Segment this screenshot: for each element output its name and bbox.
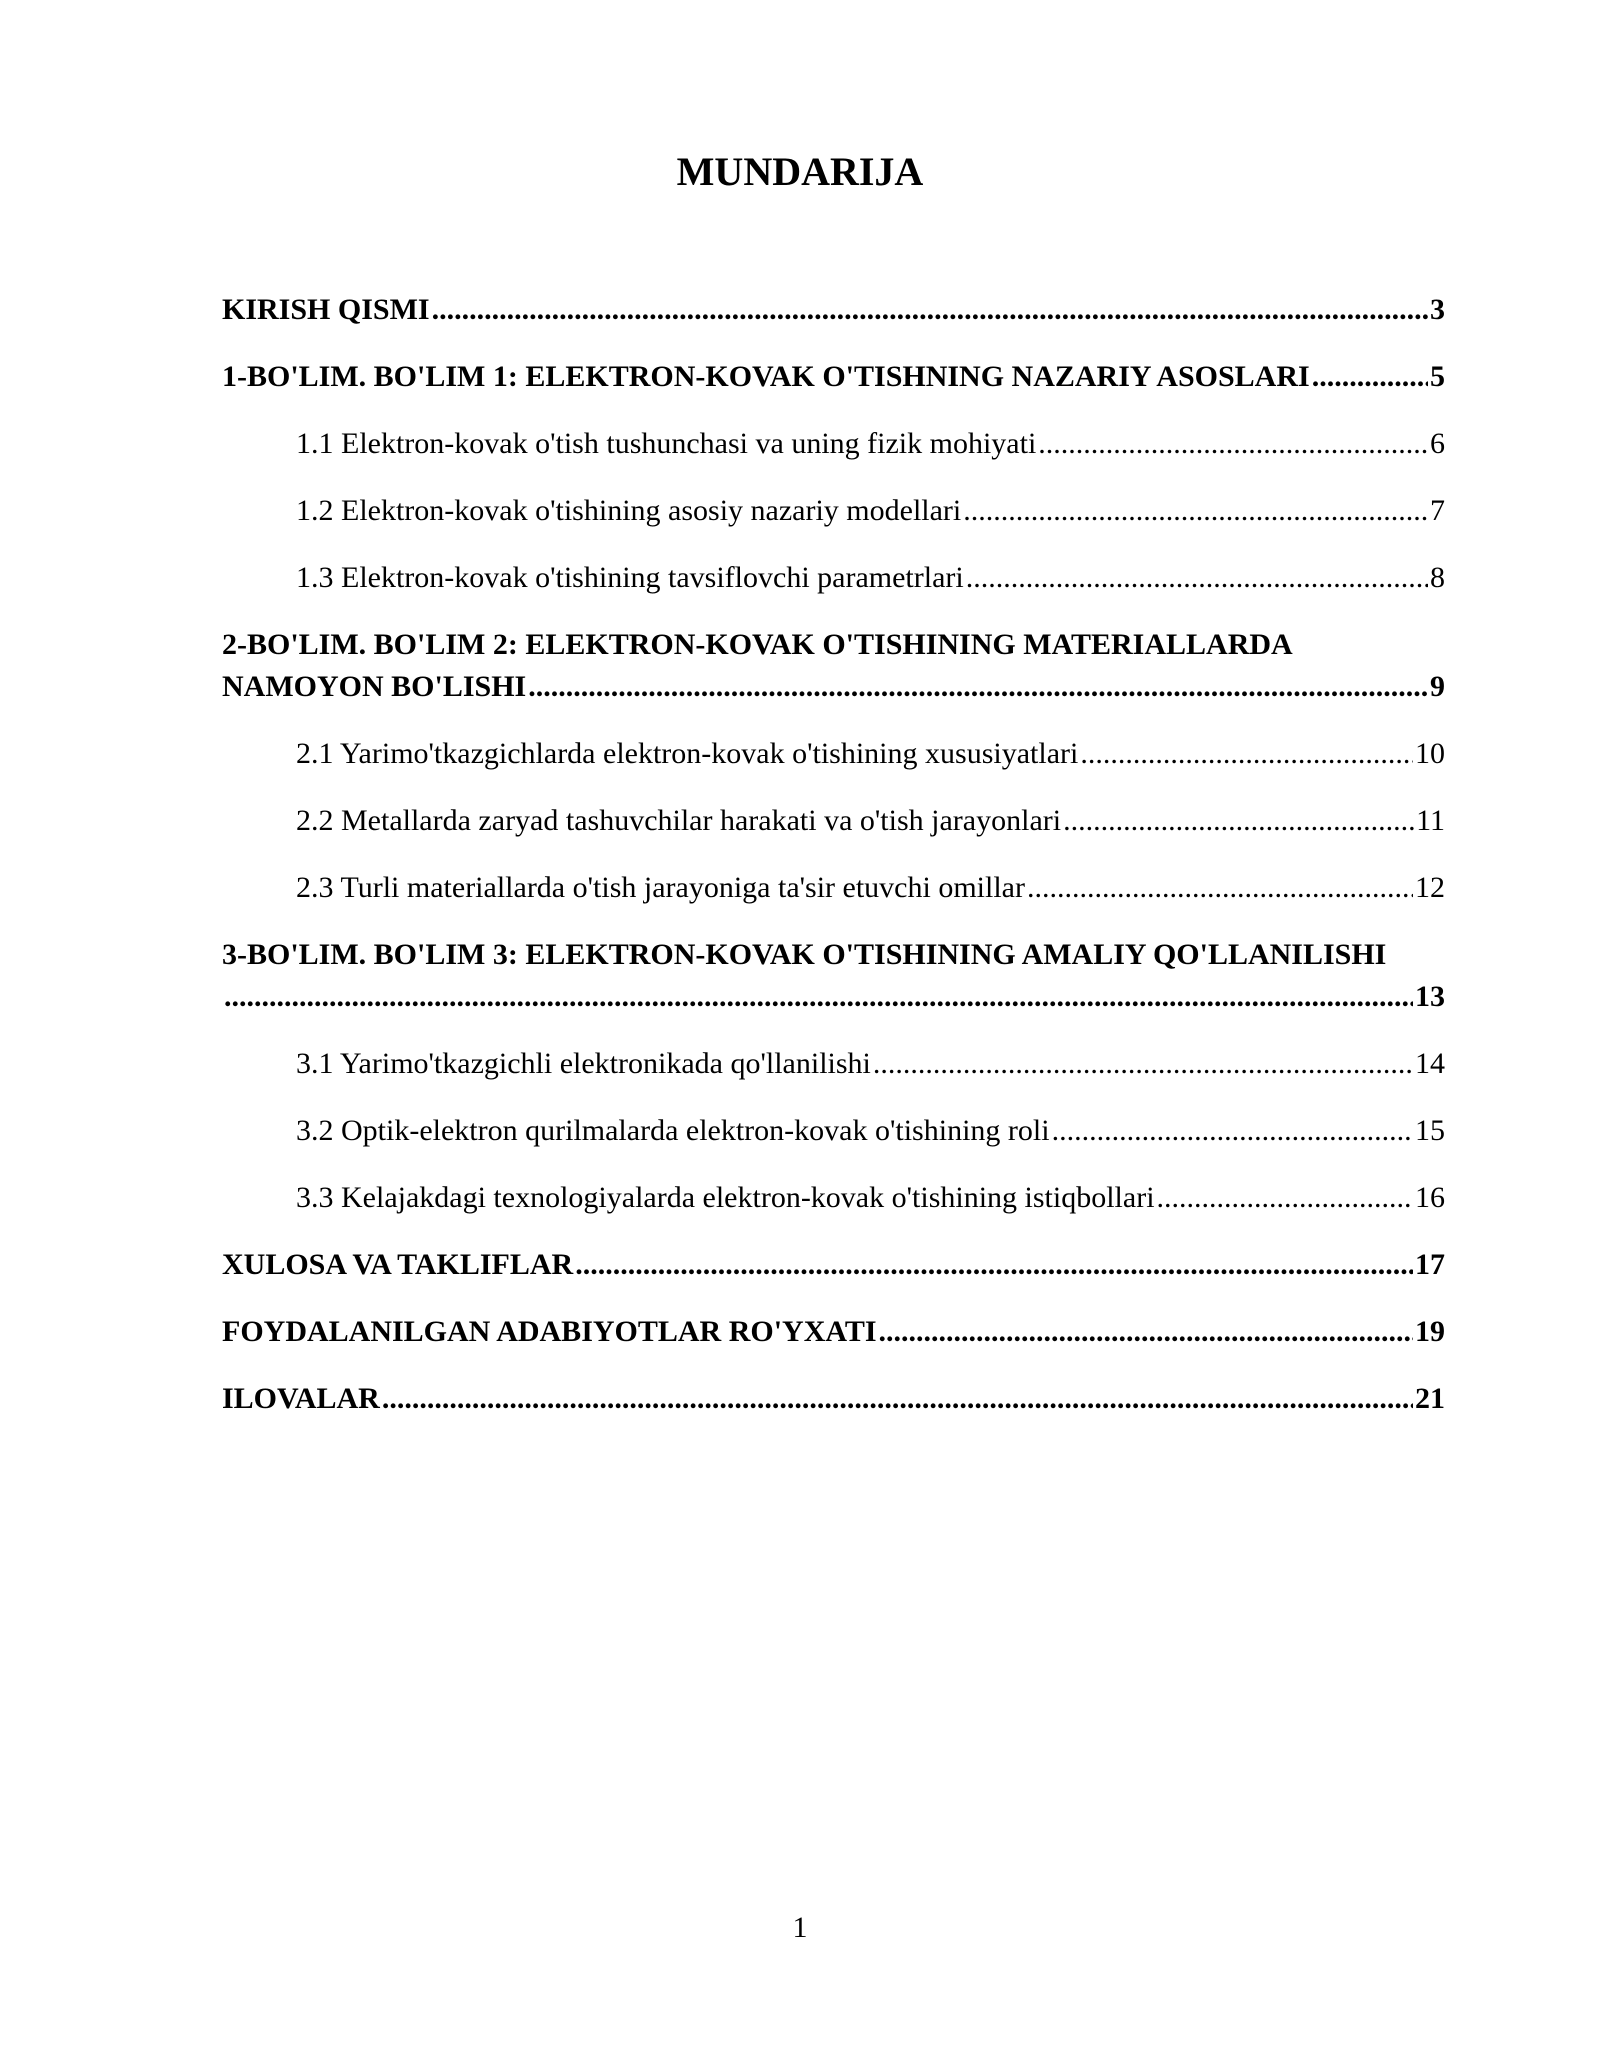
toc-entry-text: FOYDALANILGAN ADABIYOTLAR RO'YXATI xyxy=(222,1315,877,1348)
toc-entry-chapter-2[interactable] xyxy=(222,624,1445,708)
toc-dot-leader xyxy=(224,976,1413,1018)
toc-entry-xulosa[interactable] xyxy=(222,1244,1445,1286)
toc-dot-leader xyxy=(879,1311,1413,1353)
toc-entry-section-3-2[interactable] xyxy=(296,1110,1445,1152)
toc-entry-section-1-3[interactable] xyxy=(296,557,1445,599)
toc-entry-section-3-3[interactable] xyxy=(296,1177,1445,1219)
page-title: MUNDARIJA xyxy=(676,149,924,194)
toc-page-number: 13 xyxy=(1415,980,1445,1013)
toc-entry-text: 1.1 Elektron-kovak o'tish tushunchasi va uning fizik mohiyati xyxy=(296,427,1037,460)
toc-entry-text: 2.2 Metallarda zaryad tashuvchilar harakati va o'tish jarayonlari xyxy=(296,804,1062,837)
toc-entry-section-2-1[interactable] xyxy=(296,733,1445,775)
toc-entry-text: 1.3 Elektron-kovak o'tishining tavsiflovchi parametrlari xyxy=(296,561,964,594)
toc-entry-ilovalar[interactable] xyxy=(222,1378,1445,1420)
toc-entry-text: 2.1 Yarimo'tkazgichlarda elektron-kovak o'tishining xususiyatlari xyxy=(296,737,1079,770)
toc-entry-text-line-1: 2-BO'LIM. BO'LIM 2: ELEKTRON-KOVAK O'TISHINING MATERIALLARDA xyxy=(222,628,1293,661)
toc-entry-text-line-1: 3-BO'LIM. BO'LIM 3: ELEKTRON-KOVAK O'TISHINING AMALIY QO'LLANILISHI xyxy=(222,938,1387,971)
toc-dot-leader xyxy=(873,1043,1413,1085)
toc-page-number: 21 xyxy=(1415,1382,1445,1415)
toc-dot-leader xyxy=(432,289,1428,331)
toc-page-number: 8 xyxy=(1430,561,1445,594)
toc-page-number: 6 xyxy=(1430,427,1445,460)
toc-entry-text: 3.2 Optik-elektron qurilmalarda elektron-kovak o'tishining roli xyxy=(296,1114,1050,1147)
toc-dot-leader xyxy=(966,557,1428,599)
toc-entry-text: 3.1 Yarimo'tkazgichli elektronikada qo'llanilishi xyxy=(296,1047,871,1080)
page-number: 1 xyxy=(792,1911,808,1944)
toc-entry-text: XULOSA VA TAKLIFLAR xyxy=(222,1248,574,1281)
toc-entry-text: 1-BO'LIM. BO'LIM 1: ELEKTRON-KOVAK O'TISHNING NAZARIY ASOSLARI xyxy=(222,360,1310,393)
toc-entry-section-2-2[interactable] xyxy=(296,800,1445,842)
toc-entry-chapter-1[interactable] xyxy=(222,356,1445,398)
toc-entry-section-1-2[interactable] xyxy=(296,490,1445,532)
toc-dot-leader xyxy=(1312,356,1428,398)
toc-entry-section-2-3[interactable] xyxy=(296,867,1445,909)
toc-dot-leader xyxy=(528,666,1428,708)
toc-page-number: 5 xyxy=(1430,360,1445,393)
toc-page-number: 17 xyxy=(1415,1248,1445,1281)
toc-dot-leader xyxy=(1052,1110,1413,1152)
toc-entry-adabiyotlar[interactable] xyxy=(222,1311,1445,1353)
toc-dot-leader xyxy=(1027,867,1413,909)
toc-entry-text-line-2: NAMOYON BO'LISHI xyxy=(222,670,527,703)
toc-entry-section-3-1[interactable] xyxy=(296,1043,1445,1085)
toc-dot-leader xyxy=(1063,800,1414,842)
toc-dot-leader xyxy=(382,1378,1413,1420)
toc-entry-kirish[interactable] xyxy=(222,289,1445,331)
toc-page-number: 14 xyxy=(1415,1047,1445,1080)
toc-page-number: 12 xyxy=(1415,871,1445,904)
toc-entry-section-1-1[interactable] xyxy=(296,423,1445,465)
toc-dot-leader xyxy=(963,490,1428,532)
toc-entry-chapter-3[interactable] xyxy=(222,934,1445,1018)
toc-page-number: 9 xyxy=(1430,670,1445,703)
toc-dot-leader xyxy=(1038,423,1428,465)
toc-dot-leader xyxy=(1080,733,1413,775)
toc-dot-leader xyxy=(1157,1177,1413,1219)
toc-entry-text: 1.2 Elektron-kovak o'tishining asosiy nazariy modellari xyxy=(296,494,962,527)
toc-entry-text: KIRISH QISMI xyxy=(222,293,430,326)
toc-entry-text: ILOVALAR xyxy=(222,1382,380,1415)
toc-page-number: 3 xyxy=(1430,293,1445,326)
toc-entry-text: 2.3 Turli materiallarda o'tish jarayoniga ta'sir etuvchi omillar xyxy=(296,871,1025,904)
toc-entry-text: 3.3 Kelajakdagi texnologiyalarda elektron-kovak o'tishining istiqbollari xyxy=(296,1181,1155,1214)
toc-page-number: 7 xyxy=(1430,494,1445,527)
toc-page-number: 16 xyxy=(1415,1181,1445,1214)
toc-dot-leader xyxy=(575,1244,1413,1286)
toc-page-number: 10 xyxy=(1415,737,1445,770)
toc-page-number: 11 xyxy=(1416,804,1445,837)
toc-page-number: 15 xyxy=(1415,1114,1445,1147)
toc-page-number: 19 xyxy=(1415,1315,1445,1348)
